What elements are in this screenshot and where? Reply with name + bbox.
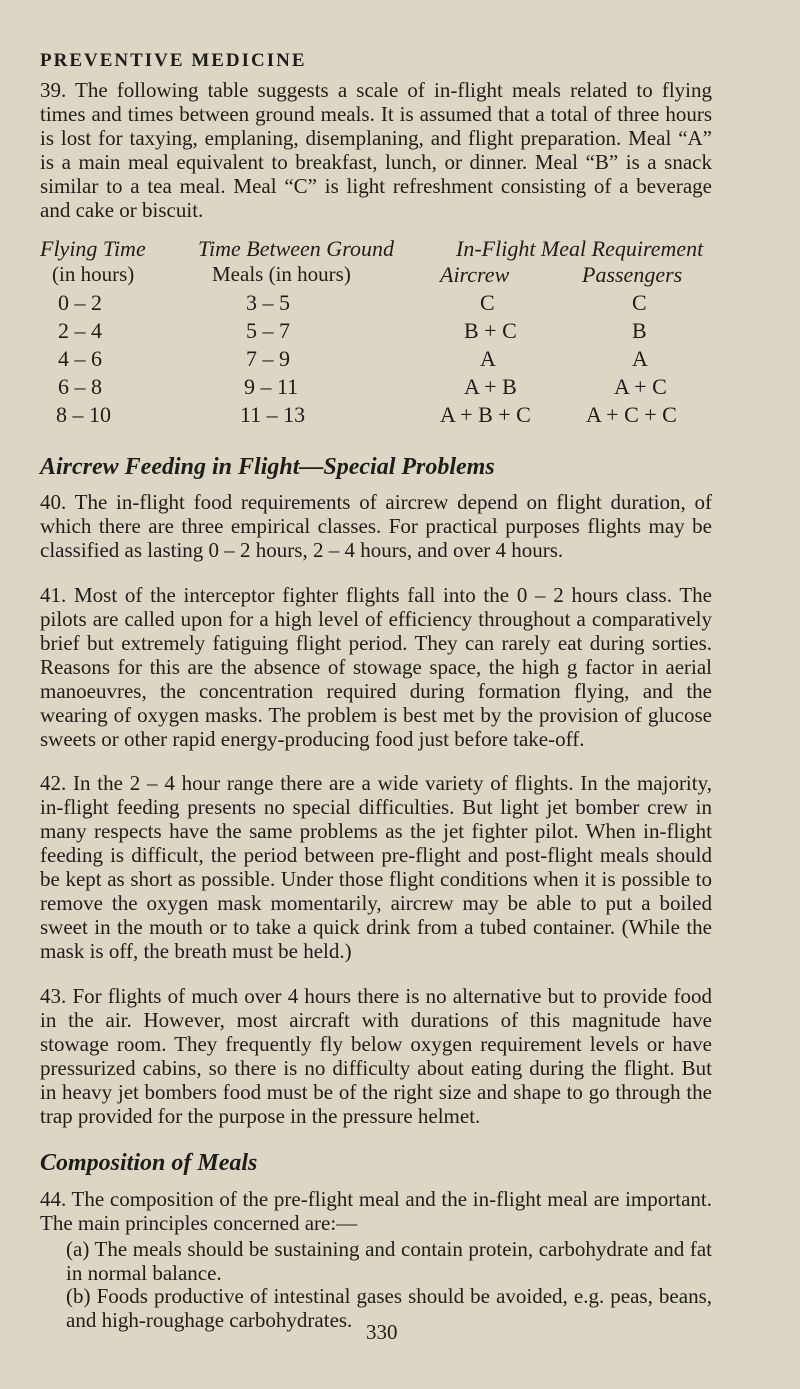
table-cell: 8 – 10: [56, 402, 111, 427]
paragraph-44: 44. The composition of the pre-flight meal and the in-flight meal are important. The main principles concerned are:—: [40, 1187, 712, 1235]
table-cell: A + C: [614, 374, 667, 399]
table-header-time-between-ground: Time Between Ground: [198, 236, 394, 261]
table-cell: C: [632, 290, 647, 315]
table-cell: A + B + C: [440, 402, 531, 427]
running-head: PREVENTIVE MEDICINE: [40, 50, 307, 71]
table-cell: 9 – 11: [244, 374, 299, 399]
table-cell: 2 – 4: [58, 318, 102, 343]
paragraph-39: 39. The following table suggests a scale of in-flight meals related to flying times and times between ground meals. It is assumed that a total of three hours is lost for taxying, emplaning, disemplaning, and flight preparation. Meal “A” is a main meal equivalent to breakfast, lunch, or dinner. Meal “B” is a snack similar to a tea meal. Meal “C” is light refreshment consisting of a beverage and cake or biscuit.: [40, 78, 712, 222]
table-cell: 11 – 13: [240, 402, 306, 427]
table-cell: 4 – 6: [58, 346, 102, 371]
table-cell: 6 – 8: [58, 374, 102, 399]
table-cell: B: [632, 318, 647, 343]
paragraph-43: 43. For flights of much over 4 hours there is no alternative but to provide food in the air. However, most aircraft with durations of this magnitude have stowage room. They frequently fly below oxygen requirement levels or have pressurized cabins, so there is no difficulty about eating during the flight. But in heavy jet bombers food must be of the right size and shape to go through the trap provided for the purpose in the pressure helmet.: [40, 984, 712, 1128]
table-subheader-aircrew: Aircrew: [440, 262, 510, 287]
table-cell: A: [480, 346, 496, 371]
table-header-in-flight-meal: In-Flight Meal Requirement: [456, 236, 704, 261]
paragraph-40: 40. The in-flight food requirements of aircrew depend on flight duration, of which there are three empirical classes. For practical purposes flights may be classified as lasting 0 – 2 hours, 2 – 4 hours, and over 4 hours.: [40, 490, 712, 562]
list-item-a: (a) The meals should be sustaining and contain protein, carbohydrate and fat in normal balance.: [66, 1237, 712, 1285]
table-cell: B + C: [464, 318, 517, 343]
table-cell: 0 – 2: [58, 290, 102, 315]
table-cell: 5 – 7: [246, 318, 290, 343]
paragraph-41: 41. Most of the interceptor fighter flights fall into the 0 – 2 hours class. The pilots are called upon for a high level of efficiency throughout a comparatively brief but extremely fatiguing flight period. They can rarely eat during sorties. Reasons for this are the absence of stowage space, the high g factor in aerial manoeuvres, the concentration required during formation flying, and the wearing of oxygen masks. The problem is best met by the provision of glucose sweets or other rapid energy-producing food just before take-off.: [40, 583, 712, 751]
section-heading-composition-of-meals: Composition of Meals: [40, 1150, 258, 1176]
table-subheader-passengers: Passengers: [582, 262, 683, 287]
table-cell: A: [632, 346, 648, 371]
table-cell: A + B: [464, 374, 517, 399]
table-header-flying-time: Flying Time: [40, 236, 146, 261]
page-number: 330: [366, 1320, 398, 1344]
table-cell: A + C + C: [586, 402, 677, 427]
section-heading-aircrew-feeding: Aircrew Feeding in Flight—Special Problems: [40, 454, 495, 480]
paragraph-42: 42. In the 2 – 4 hour range there are a wide variety of flights. In the majority, in-flight feeding presents no special difficulties. But light jet bomber crew in many respects have the same problems as the jet fighter pilot. When in-flight feeding is difficult, the period between pre-flight and post-flight meals should be kept as short as possible. Under those flight conditions when it is possible to remove the oxygen mask momentarily, aircrew may be able to put a boiled sweet in the mouth or to take a quick drink from a tubed container. (While the mask is off, the breath must be held.): [40, 771, 712, 963]
table-subheader-in-hours: (in hours): [52, 262, 135, 286]
table-cell: C: [480, 290, 495, 315]
table-subheader-meals-in-hours: Meals (in hours): [212, 262, 351, 286]
table-cell: 3 – 5: [246, 290, 290, 315]
list-item-b: (b) Foods productive of intestinal gases should be avoided, e.g. peas, beans, and high-roughage carbohydrates.: [66, 1284, 712, 1332]
table-cell: 7 – 9: [246, 346, 290, 371]
